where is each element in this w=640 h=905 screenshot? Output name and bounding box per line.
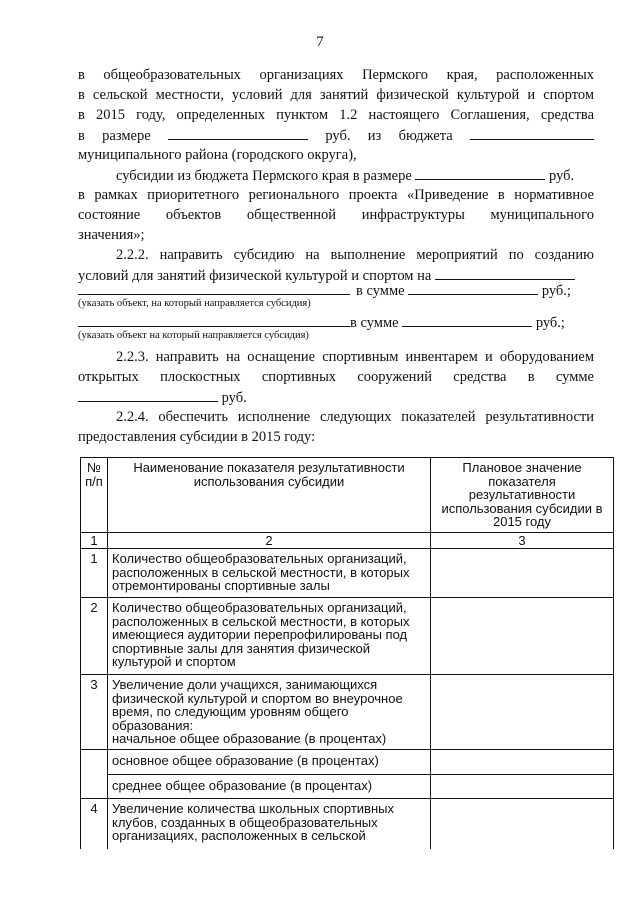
planned-value-cell[interactable]: [431, 549, 614, 598]
text-line: в сельской местности, условий для занятий физической культурой и спортом: [78, 87, 594, 103]
equipment-amount-blank[interactable]: [78, 388, 218, 402]
planned-value-cell[interactable]: [431, 598, 614, 675]
text-line: открытых плоскостных спортивных сооружений средства в сумме: [78, 369, 594, 385]
text-fragment: руб.: [221, 390, 247, 406]
indicator-name: Увеличение количества школьных спортивных клубов, созданных в общеобразовательных организациях, расположенных в сельской: [108, 799, 431, 850]
indicator-name: основное общее образование (в процентах): [108, 750, 431, 775]
indicator-name: [108, 675, 431, 750]
text-line: состояние объектов общественной инфраструктуры муниципального: [78, 207, 594, 223]
clause-2-2-4: 2.2.4. обеспечить исполнение следующих показателей результативности: [116, 409, 594, 425]
text-fragment: руб.;: [541, 283, 571, 299]
row-number: 3: [81, 675, 108, 750]
indicator-subitem: начальное общее образование (в процентах): [112, 731, 387, 746]
table-row: [81, 799, 614, 850]
planned-value-cell[interactable]: [431, 799, 614, 850]
indicator-name: Количество общеобразовательных организаций, расположенных в сельской местности, в которых отремонтированы спортивные залы: [108, 549, 431, 598]
text-line: предоставления субсидии в 2015 году:: [78, 429, 316, 445]
planned-value-cell[interactable]: [431, 675, 614, 750]
indicators-table: [80, 457, 614, 849]
text-line: муниципального района (городского округа),: [78, 147, 357, 163]
indicator-name: среднее общее образование (в процентах): [108, 774, 431, 799]
sum-blank[interactable]: [402, 313, 532, 327]
text-line: в рамках приоритетного регионального проекта «Приведение в нормативное: [78, 187, 594, 203]
budget-blank[interactable]: [470, 126, 594, 140]
text-line-sum: [350, 313, 596, 333]
header-name: Наименование показателя результативности использования субсидии: [108, 458, 431, 533]
header-num: № п/п: [81, 458, 108, 533]
table-row: [81, 774, 614, 799]
subsidy-amount-blank[interactable]: [415, 166, 545, 180]
table-row: [81, 598, 614, 675]
text-fragment: условий для занятий физической культурой и спортом на: [78, 268, 432, 284]
table-row: [81, 675, 614, 750]
text-line: значения»;: [78, 227, 145, 243]
row-number: [81, 774, 108, 799]
sum-blank[interactable]: [408, 281, 538, 295]
header-value: Плановое значение показателя результативности использования субсидии в 2015 году: [431, 458, 614, 533]
text-fragment: в сумме: [350, 315, 399, 331]
indicator-text: Увеличение доли учащихся, занимающихся физической культурой и спортом во внеурочное время, по следующим уровням общего образования:: [112, 677, 403, 733]
text-fragment: руб.: [549, 168, 575, 184]
text-fragment: в размере: [78, 128, 151, 144]
indicator-name: Количество общеобразовательных организаций, расположенных в сельской местности, в которых имеющиеся аудитории перепрофилированы под спортивные залы для занятия физической культурой и спортом: [108, 598, 431, 675]
text-line-sum: [356, 281, 596, 301]
table-row: [81, 750, 614, 775]
page-number: 7: [316, 34, 324, 50]
clause-2-2-3: 2.2.3. направить на оснащение спортивным инвентарем и оборудованием: [116, 349, 594, 365]
row-number: 2: [81, 598, 108, 675]
text-line-amount: [78, 126, 594, 146]
row-number: 1: [81, 549, 108, 598]
column-number: 1: [81, 533, 108, 549]
planned-value-cell[interactable]: [431, 774, 614, 799]
text-line: в общеобразовательных организациях Пермского края, расположенных: [78, 67, 594, 83]
planned-value-cell[interactable]: [431, 750, 614, 775]
text-line: в 2015 году, определенных пунктом 1.2 настоящего Соглашения, средства: [78, 107, 594, 123]
object-caption: (указать объект на который направляется субсидия): [78, 330, 309, 341]
text-fragment: в сумме: [356, 283, 405, 299]
text-line-amount: [78, 388, 594, 408]
column-number: 3: [431, 533, 614, 549]
text-fragment: субсидии из бюджета Пермского края в размере: [116, 168, 412, 184]
clause-2-2-2: 2.2.2. направить субсидию на выполнение мероприятий по созданию: [116, 247, 594, 263]
text-fragment: руб. из бюджета: [325, 128, 453, 144]
column-numbers-row: [81, 533, 614, 549]
object-blank[interactable]: [435, 266, 575, 280]
object-line[interactable]: [78, 326, 350, 327]
object-caption: (указать объект, на который направляется субсидия): [78, 298, 311, 309]
object-line[interactable]: [78, 294, 350, 295]
text-line-subsidy: [116, 166, 594, 186]
text-fragment: руб.;: [535, 315, 565, 331]
table-row: [81, 549, 614, 598]
row-number: 4: [81, 799, 108, 850]
amount-blank[interactable]: [168, 126, 308, 140]
table-header-row: [81, 458, 614, 533]
row-number: [81, 750, 108, 775]
column-number: 2: [108, 533, 431, 549]
